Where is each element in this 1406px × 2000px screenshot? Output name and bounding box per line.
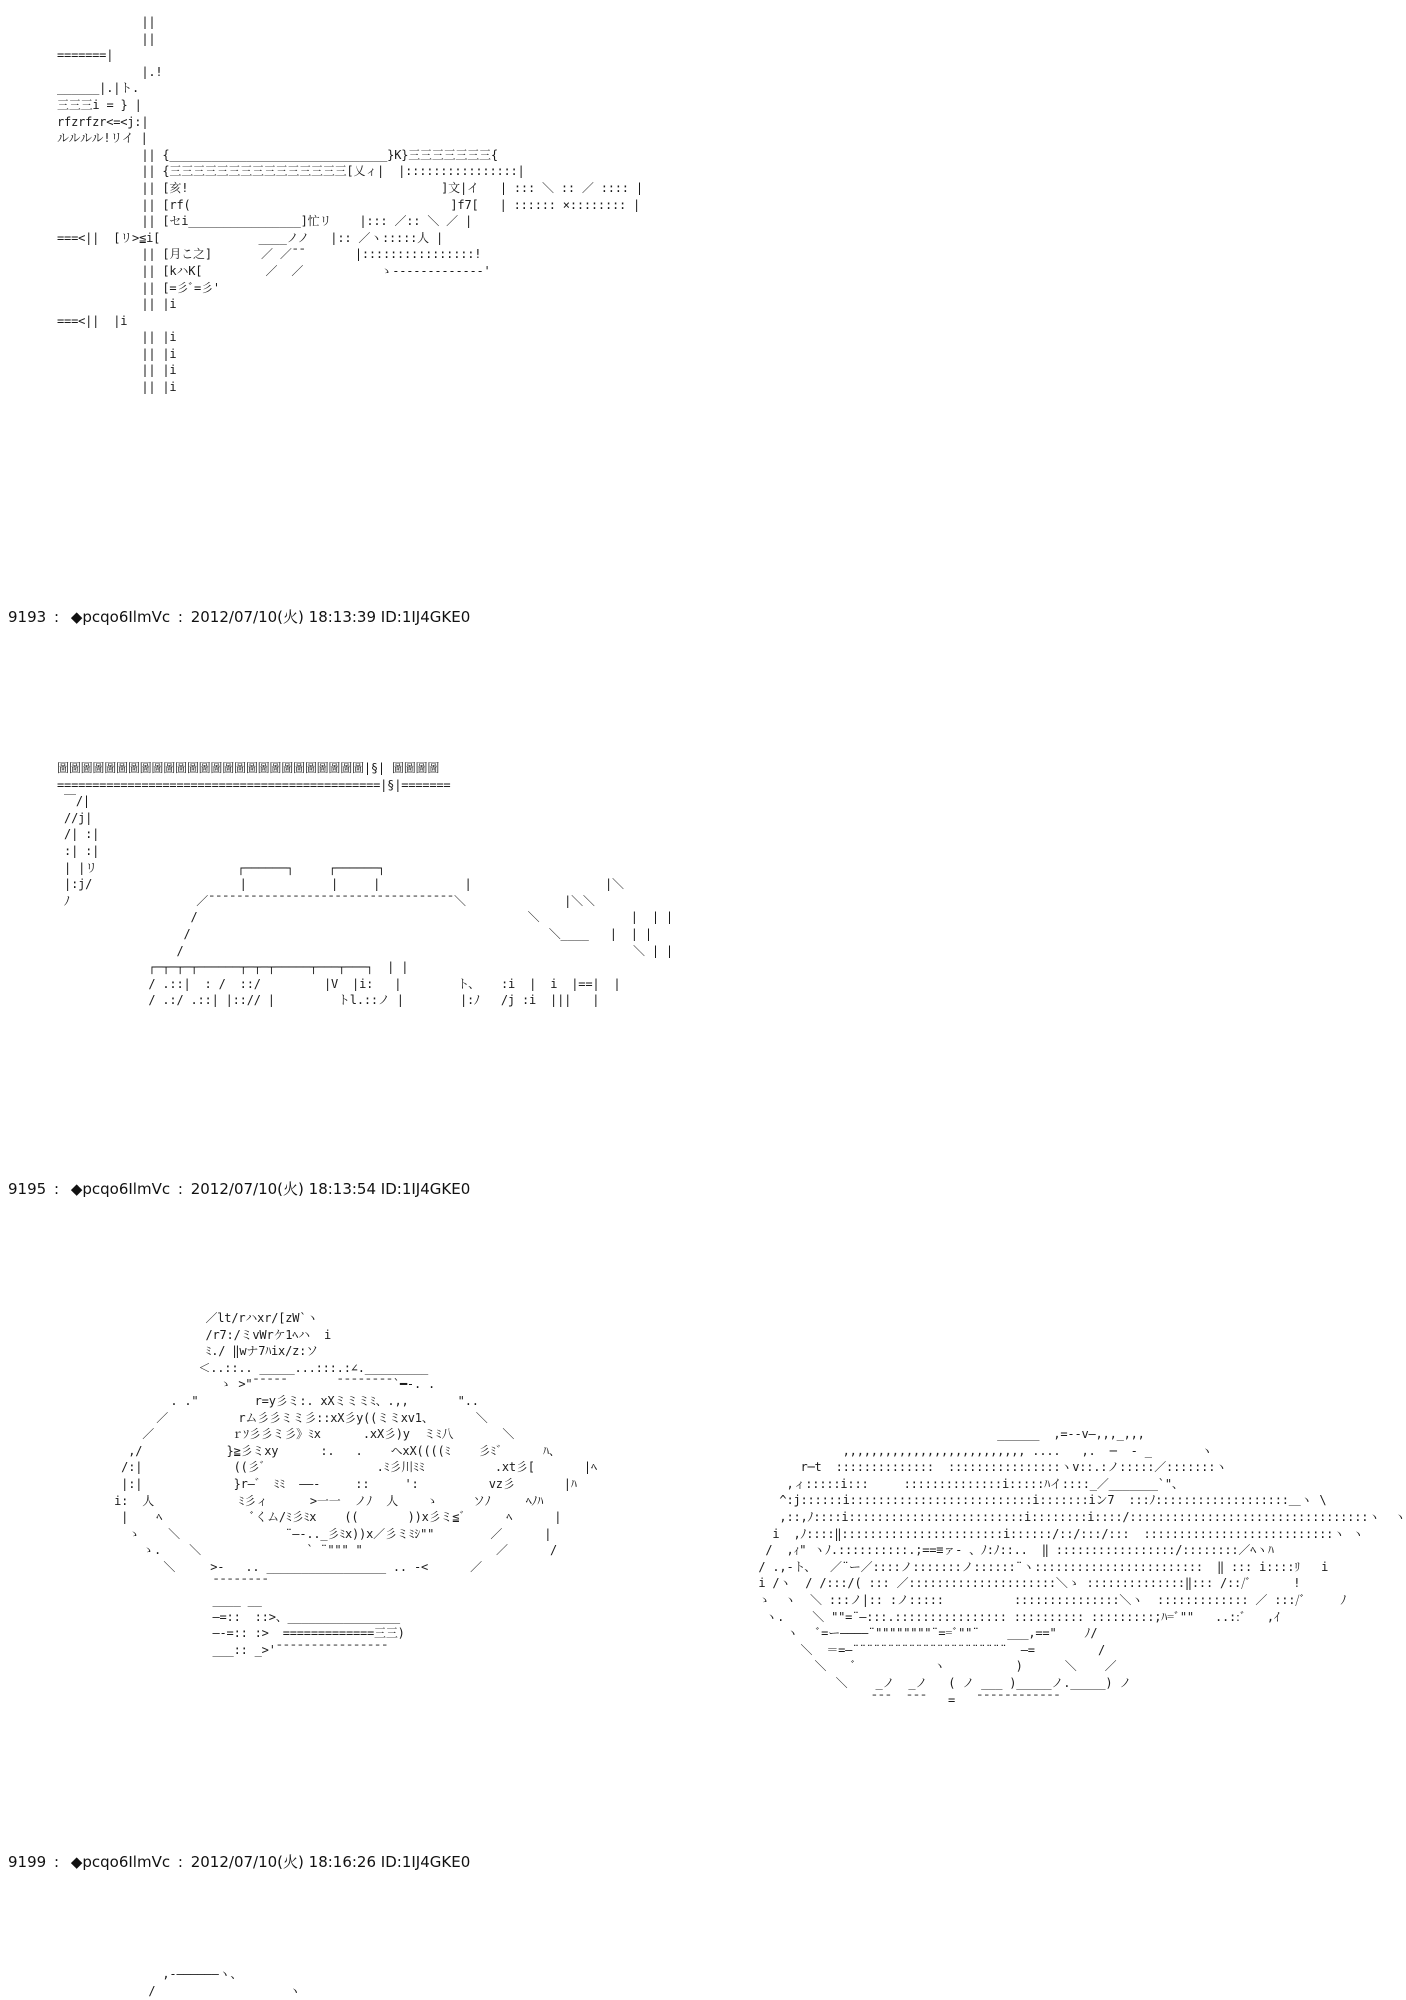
ascii-art-plate-and-fork: ／lt/rハxr/[zW`ヽ /r7:/ミvWrケ1ﾍハ i ﾐ./ ‖wナ7ﾊix/z:ソ ＜..::.. _____...:::.:∠._________ ゝ >"¯¯¯¯¯ ¯¯¯¯¯¯¯¯`━-. . . ." r=y彡ミ:. xXミミミﾐ、.,, ".. ／ rム彡彡ミミ彡::xX彡y((ミミxv1、 ＼ ／ ｒｿ彡彡ミ彡》ﾐx .xX彡)y ミﾐ八 ＼ ,/ }≧彡ミxy :. . ヘxX((((ﾐ 彡ﾐ゛ ﾊ、 /:| ((彡゛ .ﾐ彡川ﾐﾐ .xt彡[ |ﾍ |:| }r―゛ ﾐﾐ ――- :: ': vz彡 |ﾊ i: 人 ﾐ彡ィ >一一 ノﾉ 人 ゝ ソﾉ ﾍﾉﾊ | ﾍ ﾞくム/ﾐ彡ﾐx (( ))x彡ミ≦゛ ﾍ | ゝ ＼ ¨―-.._彡ﾐx))x／彡ミﾐｼ"" ／ | ゝ. ＼ ` ¨""" " ／ / ＼ >- .. _________________ .. -< ／ ¯¯¯¯¯¯¯¯ ____ __ ―=:: ::>、________________ ―-=:: :> =============三三) ___:: _>'¯¯¯¯¯¯¯¯¯¯¯¯¯¯¯¯	[114, 1311, 597, 1657]
post-header	[8, 1178, 470, 1199]
ascii-art-signboard: || || =======| |.! ______|.|ト. 三三三i = } | rfzrfzr<=<j:| ルルルル!リイ | || {_______________________________}K}三三三三三三三{ || {三三三三三三三三三三三三三三三[乂ィ| |::::::::::::::::| || [亥! ]文|イ | ::: ＼ :: ／ :::: | || [rf( ]f7[ | :::::: ×:::::::: | || [セi________________]忙リ |::: ／:: ＼ ／ | ===<|| [リ>≦i[ ____ノノ |:: ／ヽ:::::人 | || [月こ之] ／ ／¯¯ |::::::::::::::::! || [kハK[ ／ ／ ゝ-------------' || [=彡ﾞ=彡' || |i ===<|| |i || |i || |i || |i || |i	[57, 15, 643, 395]
post-date: 2012/07/10(火) 18:13:54	[190, 1180, 377, 1198]
post-separator: :	[53, 1180, 60, 1198]
post-separator: :	[177, 1180, 183, 1198]
post-separator: :	[53, 608, 60, 626]
ascii-art-partial: ,‐――――――ヽ、 / ヽ	[148, 1967, 301, 1998]
post-header	[8, 606, 470, 627]
post-separator: :	[53, 1853, 60, 1871]
post-date: 2012/07/10(火) 18:16:26	[190, 1853, 377, 1871]
post-separator: :	[177, 608, 183, 626]
post-separator: :	[177, 1853, 183, 1871]
trip-diamond-icon: ◆	[70, 1853, 83, 1871]
ascii-art-counter: 圖圖圖圖圖圖圖圖圖圖圖圖圖圖圖圖圖圖圖圖圖圖圖圖圖圖|§| 圖圖圖圖 ==============================================|§|======= ￣/| //j| /| :| :| :| | |リ ┌──────┐ ┌──────┐ |:j/ | | | | |＼ ﾉ ／¯¯¯¯¯¯¯¯¯¯¯¯¯¯¯¯¯¯¯¯¯¯¯¯¯¯¯¯¯¯¯¯¯¯¯＼ |＼＼ / ＼ | | | / ＼____ | | | / ＼ | | ┌─┬─┬─┬──────┬─┬─┬─────┬───┬───┐ | | / .::| : / ::/ |V |i: | ト、 :i | i |==| | / .:/ .::| |::// | トl.::ノ | |:ﾉ /j :i ||| |	[57, 761, 673, 1008]
post-id[interactable]: ID:1IJ4GKE0	[380, 1853, 471, 1871]
post-trip: pcqo6IlmVc	[82, 1853, 171, 1871]
trip-diamond-icon: ◆	[70, 608, 83, 626]
post-number[interactable]: 9199	[8, 1853, 47, 1871]
post-date: 2012/07/10(火) 18:13:39	[190, 608, 377, 626]
post-id[interactable]: ID:1IJ4GKE0	[380, 1180, 471, 1198]
ascii-art-bowl: ______ ,=--v―,,,_,,, ,,,,,,,,,,,,,,,,,,,,,,,,,, .... ,. ─ ‐ _ ヽ r─t :::::::::::::: ::::::::::::::::ヽv::.:ノ:::::／:::::::ヽ ,ィ:::::i::: ::::::::::::::i:::::ﾊイ::::_／_______`"、 ^:j::::::i::::::::::::::::::::::::::i:::::::iン7 :::ﾉ:::::::::::::::::::＿ヽ \ ,::,ﾉ::::i:::::::::::::::::::::::::i::::::::i::::/::::::::::::::::::::::::::::::::::ヽ ヽ i ,ﾉ::::‖:::::::::::::::::::::::i::::::/::/:::/::: :::::::::::::::::::::::::::ヽ ヽ / ,ｨ" ヽﾉ.::::::::::.;==≡ァ- 、ﾉ:ﾉ::.. ‖ :::::::::::::::::/::::::::／ﾍヽﾊ / .,-ト、 ／¨ー／::::ノ:::::::ノ::::::¨ヽ:::::::::::::::::::::::: ‖ ::: i::::ﾘ i i /ヽ / /:::/( ::: ／:::::::::::::::::::::＼ゝ ::::::::::::::‖::: /::/ﾞ ! ゝ ヽ ＼ :::ノ|:: :ノ::::: :::::::::::::::＼ヽ ::::::::::::: ／ :::/ﾞ ﾉ ヽ. ＼ ""=¨―:::.:::::::::::::::: :::::::::: :::::::::;ﾊ=ﾞ"" ..::ﾞ ,ｲ ヽ ﾞ=ー――――¨""""""""¨==ﾞ""¨ ___,==" ﾉ/ ＼ ＝=―¨¨¨¨¨¨¨¨¨¨¨¨¨¨¨¨¨¨¨¨¨¨ ―= / ＼ ﾞ ヽ ) ＼ ／ ＼ _ノ _ノ ( ノ ___ )_____ノ._____) ノ ¯¯¯ ¯¯¯ = ¯¯¯¯¯¯¯¯¯¯¯¯	[758, 1427, 1406, 1707]
post-trip: pcqo6IlmVc	[82, 608, 171, 626]
post-number[interactable]: 9193	[8, 608, 47, 626]
post-header	[8, 1851, 470, 1872]
post-number[interactable]: 9195	[8, 1180, 47, 1198]
post-id[interactable]: ID:1IJ4GKE0	[380, 608, 471, 626]
trip-diamond-icon: ◆	[70, 1180, 83, 1198]
post-trip: pcqo6IlmVc	[82, 1180, 171, 1198]
